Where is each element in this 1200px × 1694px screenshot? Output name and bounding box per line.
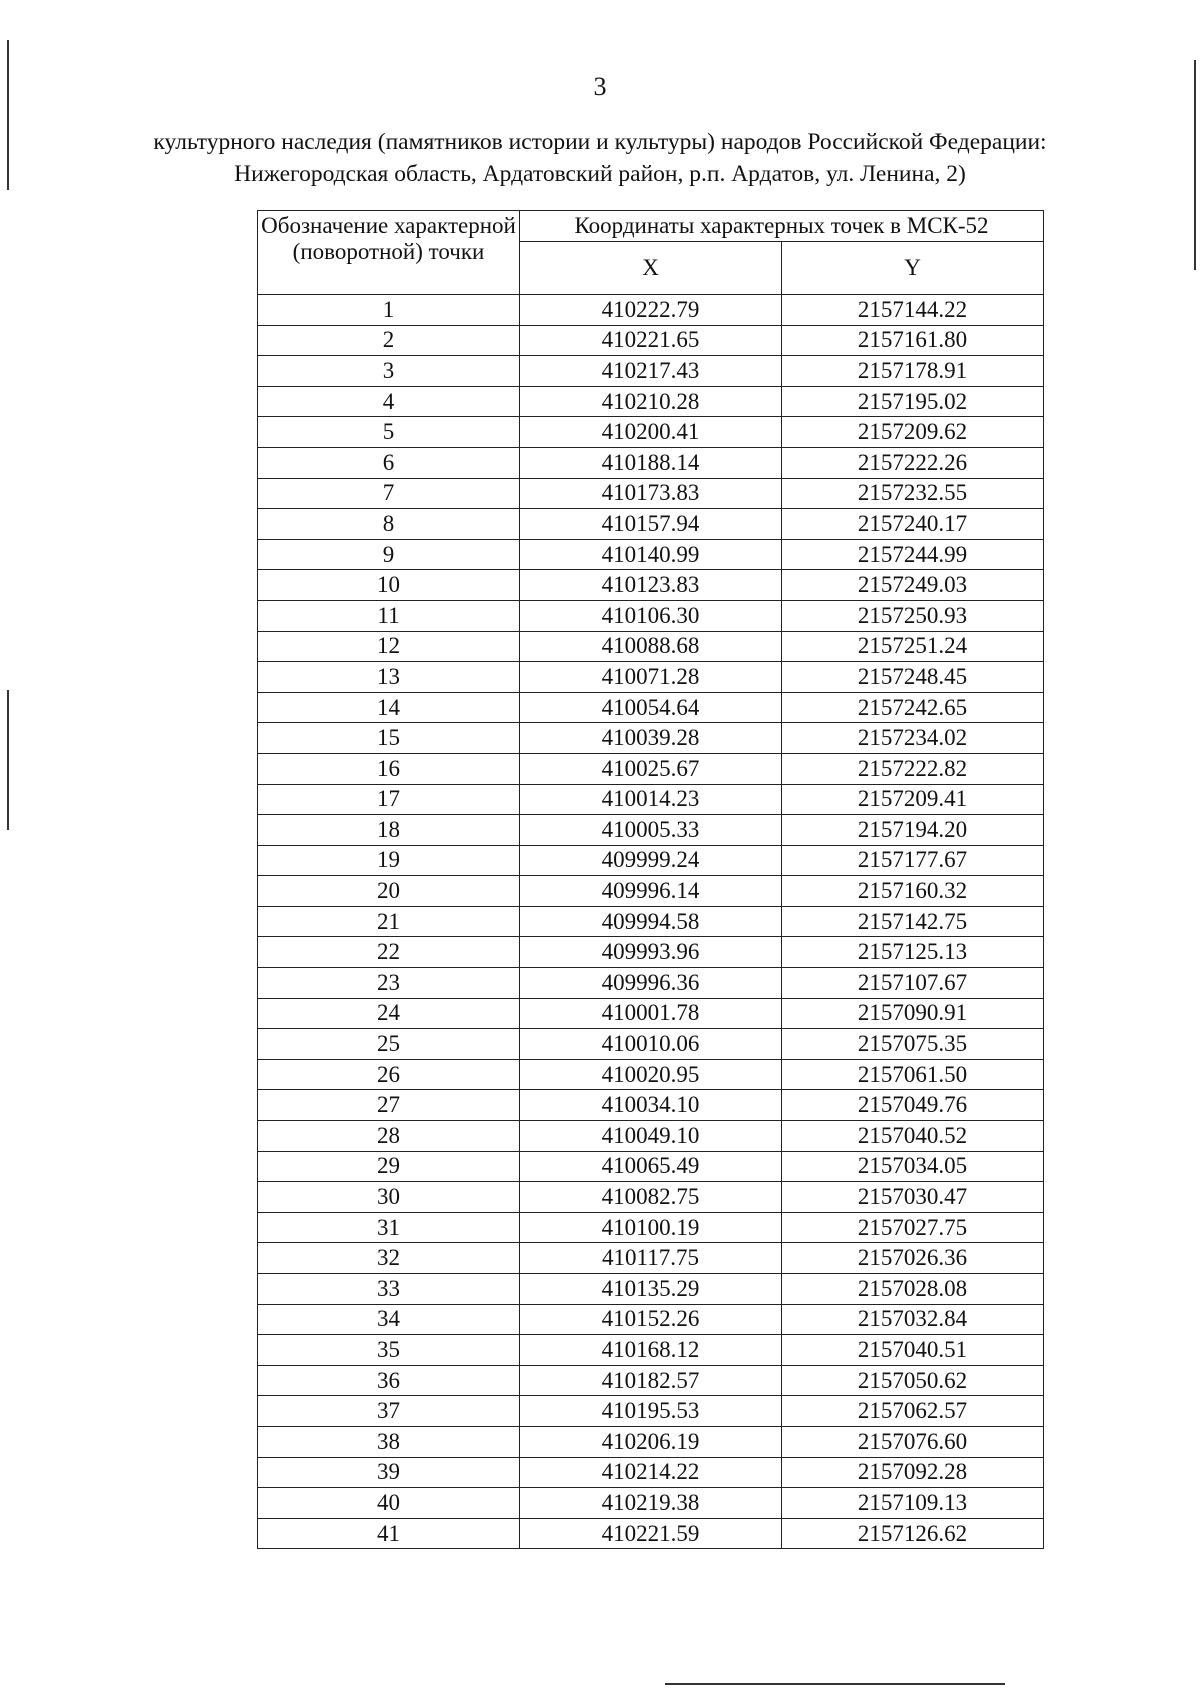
table-row	[258, 1335, 1044, 1366]
y-coordinate-cell: 2157049.76	[782, 1090, 1044, 1121]
y-coordinate-cell: 2157144.22	[782, 295, 1044, 326]
y-coordinate-cell: 2157240.17	[782, 509, 1044, 540]
table-row	[258, 784, 1044, 815]
x-coordinate-cell: 410221.59	[520, 1518, 782, 1549]
x-coordinate-cell: 410088.68	[520, 631, 782, 662]
column-header-y: Y	[782, 242, 1044, 295]
point-number-cell: 2	[258, 325, 520, 356]
y-coordinate-cell: 2157242.65	[782, 692, 1044, 723]
point-number-cell: 17	[258, 784, 520, 815]
x-coordinate-cell: 410071.28	[520, 662, 782, 693]
table-row	[258, 1304, 1044, 1335]
x-coordinate-cell: 410214.22	[520, 1457, 782, 1488]
y-coordinate-cell: 2157194.20	[782, 815, 1044, 846]
table-row	[258, 1426, 1044, 1457]
x-coordinate-cell: 410106.30	[520, 600, 782, 631]
point-number-cell: 20	[258, 876, 520, 907]
table-row	[258, 1121, 1044, 1152]
x-coordinate-cell: 410200.41	[520, 417, 782, 448]
table-row	[258, 968, 1044, 999]
y-coordinate-cell: 2157034.05	[782, 1151, 1044, 1182]
y-coordinate-cell: 2157222.82	[782, 753, 1044, 784]
point-number-cell: 35	[258, 1335, 520, 1366]
point-number-cell: 25	[258, 1029, 520, 1060]
point-number-cell: 29	[258, 1151, 520, 1182]
table-row	[258, 417, 1044, 448]
x-coordinate-cell: 410173.83	[520, 478, 782, 509]
point-number-cell: 6	[258, 447, 520, 478]
point-number-cell: 19	[258, 845, 520, 876]
point-number-cell: 37	[258, 1396, 520, 1427]
x-coordinate-cell: 410054.64	[520, 692, 782, 723]
x-coordinate-cell: 410221.65	[520, 325, 782, 356]
table-row	[258, 906, 1044, 937]
point-number-cell: 3	[258, 356, 520, 387]
table-row	[258, 539, 1044, 570]
column-header-x: X	[520, 242, 782, 295]
y-coordinate-cell: 2157027.75	[782, 1212, 1044, 1243]
y-coordinate-cell: 2157040.52	[782, 1121, 1044, 1152]
table-row	[258, 1457, 1044, 1488]
y-coordinate-cell: 2157109.13	[782, 1488, 1044, 1519]
point-number-cell: 39	[258, 1457, 520, 1488]
point-number-cell: 15	[258, 723, 520, 754]
table-row	[258, 1212, 1044, 1243]
table-row	[258, 723, 1044, 754]
y-coordinate-cell: 2157177.67	[782, 845, 1044, 876]
point-number-cell: 32	[258, 1243, 520, 1274]
x-coordinate-cell: 410219.38	[520, 1488, 782, 1519]
point-number-cell: 23	[258, 968, 520, 999]
x-coordinate-cell: 409996.14	[520, 876, 782, 907]
point-number-cell: 5	[258, 417, 520, 448]
document-heading	[0, 126, 1200, 190]
table-row	[258, 325, 1044, 356]
point-number-cell: 36	[258, 1365, 520, 1396]
y-coordinate-cell: 2157244.99	[782, 539, 1044, 570]
y-coordinate-cell: 2157234.02	[782, 723, 1044, 754]
x-coordinate-cell: 410100.19	[520, 1212, 782, 1243]
y-coordinate-cell: 2157090.91	[782, 998, 1044, 1029]
x-coordinate-cell: 410082.75	[520, 1182, 782, 1213]
x-coordinate-cell: 410005.33	[520, 815, 782, 846]
point-number-cell: 18	[258, 815, 520, 846]
x-coordinate-cell: 410188.14	[520, 447, 782, 478]
table-row	[258, 1029, 1044, 1060]
y-coordinate-cell: 2157092.28	[782, 1457, 1044, 1488]
footer-rule	[665, 1683, 1005, 1685]
point-number-cell: 38	[258, 1426, 520, 1457]
point-number-cell: 30	[258, 1182, 520, 1213]
table-row	[258, 1151, 1044, 1182]
y-coordinate-cell: 2157126.62	[782, 1518, 1044, 1549]
y-coordinate-cell: 2157178.91	[782, 356, 1044, 387]
table-row	[258, 692, 1044, 723]
x-coordinate-cell: 409996.36	[520, 968, 782, 999]
coordinates-table-header	[258, 211, 1044, 295]
point-number-cell: 22	[258, 937, 520, 968]
x-coordinate-cell: 409993.96	[520, 937, 782, 968]
table-row	[258, 631, 1044, 662]
table-row	[258, 845, 1044, 876]
x-coordinate-cell: 410182.57	[520, 1365, 782, 1396]
table-row	[258, 876, 1044, 907]
column-header-coordinates: Координаты характерных точек в МСК-52	[520, 211, 1044, 242]
point-number-cell: 9	[258, 539, 520, 570]
y-coordinate-cell: 2157076.60	[782, 1426, 1044, 1457]
point-number-cell: 11	[258, 600, 520, 631]
point-number-cell: 41	[258, 1518, 520, 1549]
x-coordinate-cell: 409994.58	[520, 906, 782, 937]
x-coordinate-cell: 410140.99	[520, 539, 782, 570]
table-row	[258, 937, 1044, 968]
x-coordinate-cell: 410065.49	[520, 1151, 782, 1182]
table-row	[258, 509, 1044, 540]
x-coordinate-cell: 410123.83	[520, 570, 782, 601]
table-row	[258, 815, 1044, 846]
point-number-cell: 14	[258, 692, 520, 723]
table-row	[258, 570, 1044, 601]
y-coordinate-cell: 2157125.13	[782, 937, 1044, 968]
y-coordinate-cell: 2157032.84	[782, 1304, 1044, 1335]
x-coordinate-cell: 410025.67	[520, 753, 782, 784]
x-coordinate-cell: 409999.24	[520, 845, 782, 876]
table-row	[258, 1396, 1044, 1427]
y-coordinate-cell: 2157107.67	[782, 968, 1044, 999]
y-coordinate-cell: 2157026.36	[782, 1243, 1044, 1274]
x-coordinate-cell: 410135.29	[520, 1274, 782, 1305]
y-coordinate-cell: 2157248.45	[782, 662, 1044, 693]
point-number-cell: 34	[258, 1304, 520, 1335]
column-header-point: Обозначение характерной (поворотной) точки	[258, 211, 520, 295]
x-coordinate-cell: 410014.23	[520, 784, 782, 815]
table-row	[258, 1518, 1044, 1549]
point-number-cell: 10	[258, 570, 520, 601]
y-coordinate-cell: 2157232.55	[782, 478, 1044, 509]
y-coordinate-cell: 2157061.50	[782, 1059, 1044, 1090]
table-row	[258, 1274, 1044, 1305]
y-coordinate-cell: 2157222.26	[782, 447, 1044, 478]
point-number-cell: 4	[258, 386, 520, 417]
x-coordinate-cell: 410034.10	[520, 1090, 782, 1121]
x-coordinate-cell: 410222.79	[520, 295, 782, 326]
y-coordinate-cell: 2157028.08	[782, 1274, 1044, 1305]
y-coordinate-cell: 2157050.62	[782, 1365, 1044, 1396]
x-coordinate-cell: 410039.28	[520, 723, 782, 754]
y-coordinate-cell: 2157075.35	[782, 1029, 1044, 1060]
x-coordinate-cell: 410020.95	[520, 1059, 782, 1090]
table-row	[258, 753, 1044, 784]
table-row	[258, 386, 1044, 417]
page-number: 3	[593, 72, 607, 101]
point-number-cell: 12	[258, 631, 520, 662]
point-number-cell: 24	[258, 998, 520, 1029]
x-coordinate-cell: 410210.28	[520, 386, 782, 417]
point-number-cell: 16	[258, 753, 520, 784]
y-coordinate-cell: 2157142.75	[782, 906, 1044, 937]
heading-line-2: Нижегородская область, Ардатовский район, р.п. Ардатов, ул. Ленина, 2)	[234, 161, 966, 187]
coordinates-table-body	[258, 295, 1044, 1549]
point-number-cell: 40	[258, 1488, 520, 1519]
point-number-cell: 1	[258, 295, 520, 326]
heading-line-1: культурного наследия (памятников истории и культуры) народов Российской Федерации:	[153, 129, 1047, 155]
y-coordinate-cell: 2157040.51	[782, 1335, 1044, 1366]
point-number-cell: 21	[258, 906, 520, 937]
y-coordinate-cell: 2157030.47	[782, 1182, 1044, 1213]
x-coordinate-cell: 410157.94	[520, 509, 782, 540]
table-row	[258, 1365, 1044, 1396]
table-row	[258, 662, 1044, 693]
point-number-cell: 31	[258, 1212, 520, 1243]
coordinates-table	[257, 210, 1044, 1549]
y-coordinate-cell: 2157209.62	[782, 417, 1044, 448]
point-number-cell: 26	[258, 1059, 520, 1090]
point-number-cell: 8	[258, 509, 520, 540]
y-coordinate-cell: 2157161.80	[782, 325, 1044, 356]
y-coordinate-cell: 2157249.03	[782, 570, 1044, 601]
table-row	[258, 356, 1044, 387]
table-row	[258, 478, 1044, 509]
x-coordinate-cell: 410206.19	[520, 1426, 782, 1457]
point-number-cell: 13	[258, 662, 520, 693]
table-row	[258, 600, 1044, 631]
table-row	[258, 1182, 1044, 1213]
x-coordinate-cell: 410152.26	[520, 1304, 782, 1335]
table-row	[258, 998, 1044, 1029]
point-number-cell: 27	[258, 1090, 520, 1121]
x-coordinate-cell: 410010.06	[520, 1029, 782, 1060]
table-row	[258, 1090, 1044, 1121]
table-row	[258, 1488, 1044, 1519]
scan-edge-mark-left-middle	[7, 690, 9, 830]
y-coordinate-cell: 2157160.32	[782, 876, 1044, 907]
y-coordinate-cell: 2157209.41	[782, 784, 1044, 815]
table-row	[258, 295, 1044, 326]
x-coordinate-cell: 410168.12	[520, 1335, 782, 1366]
y-coordinate-cell: 2157250.93	[782, 600, 1044, 631]
point-number-cell: 7	[258, 478, 520, 509]
y-coordinate-cell: 2157251.24	[782, 631, 1044, 662]
y-coordinate-cell: 2157062.57	[782, 1396, 1044, 1427]
table-row	[258, 1059, 1044, 1090]
x-coordinate-cell: 410117.75	[520, 1243, 782, 1274]
table-row	[258, 447, 1044, 478]
point-number-cell: 28	[258, 1121, 520, 1152]
x-coordinate-cell: 410049.10	[520, 1121, 782, 1152]
y-coordinate-cell: 2157195.02	[782, 386, 1044, 417]
x-coordinate-cell: 410195.53	[520, 1396, 782, 1427]
x-coordinate-cell: 410217.43	[520, 356, 782, 387]
table-row	[258, 1243, 1044, 1274]
x-coordinate-cell: 410001.78	[520, 998, 782, 1029]
point-number-cell: 33	[258, 1274, 520, 1305]
